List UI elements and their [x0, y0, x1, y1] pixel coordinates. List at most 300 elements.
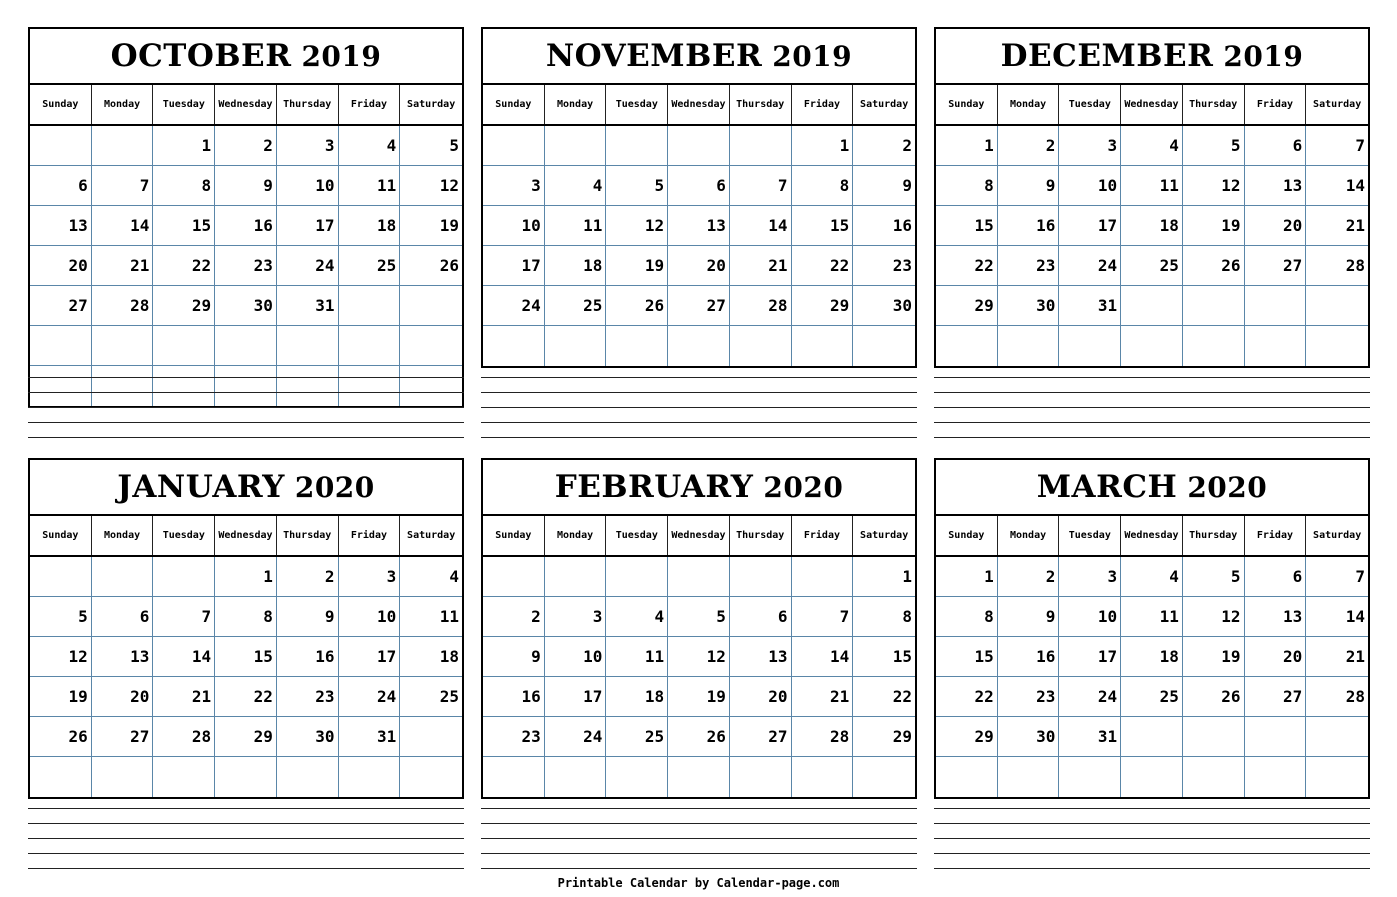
day-cell: 6	[92, 597, 154, 637]
weekday-label: Saturday	[1313, 530, 1362, 541]
weekday-label: Tuesday	[606, 516, 668, 555]
day-cell	[998, 757, 1060, 797]
day-cell: 2	[483, 597, 545, 637]
day-cell: 9	[998, 597, 1060, 637]
weekday-label: Sunday	[30, 516, 92, 555]
note-line	[28, 422, 464, 423]
day-cell	[400, 326, 462, 366]
weekday-header	[30, 516, 462, 557]
day-cell: 31	[1059, 286, 1121, 326]
day-cell: 15	[853, 637, 915, 677]
day-cell: 12	[668, 637, 730, 677]
day-cell	[1306, 757, 1368, 797]
day-cell: 1	[215, 557, 277, 597]
notes-lines	[28, 808, 464, 883]
note-line	[28, 377, 464, 378]
day-cell: 3	[545, 597, 607, 637]
day-cell: 2	[853, 126, 915, 166]
weekday-label: Monday	[92, 516, 154, 555]
weekday-label: Saturday	[860, 530, 909, 541]
weekday-label: Thursday	[730, 85, 792, 124]
day-cell: 12	[30, 637, 92, 677]
notes-lines	[28, 377, 464, 452]
day-cell: 26	[30, 717, 92, 757]
day-cell	[339, 757, 401, 797]
day-cell: 14	[1306, 166, 1368, 206]
weekday-label: Wednesday	[215, 85, 277, 124]
month-year: 2019	[1223, 39, 1304, 73]
weekday-header	[483, 85, 915, 126]
day-cell: 27	[668, 286, 730, 326]
day-cell: 29	[792, 286, 854, 326]
month-calendar-march	[934, 458, 1370, 799]
note-line	[28, 808, 464, 809]
day-cell	[1183, 757, 1245, 797]
note-line	[28, 838, 464, 839]
day-cell: 27	[1245, 246, 1307, 286]
day-cell: 5	[30, 597, 92, 637]
day-cell: 8	[153, 166, 215, 206]
day-cell: 31	[339, 717, 401, 757]
note-line	[481, 853, 917, 854]
day-cell: 28	[92, 286, 154, 326]
month-year: 2020	[763, 470, 844, 504]
day-cell	[1183, 717, 1245, 757]
day-cell: 16	[853, 206, 915, 246]
day-cell: 17	[1059, 637, 1121, 677]
day-cell: 15	[936, 206, 998, 246]
day-cell	[483, 757, 545, 797]
day-cell: 27	[92, 717, 154, 757]
weekday-label: Monday	[998, 85, 1060, 124]
day-cell: 10	[1059, 166, 1121, 206]
weekday-label: Tuesday	[1059, 85, 1121, 124]
day-cell: 18	[339, 206, 401, 246]
day-cell: 5	[1183, 557, 1245, 597]
day-cell	[1245, 757, 1307, 797]
day-cell: 29	[936, 717, 998, 757]
day-cell	[606, 126, 668, 166]
note-line	[28, 868, 464, 869]
day-cell: 30	[277, 717, 339, 757]
day-cell: 30	[998, 286, 1060, 326]
day-cell: 20	[730, 677, 792, 717]
day-cell	[92, 557, 154, 597]
day-cell	[277, 326, 339, 366]
weekday-label: Friday	[339, 85, 401, 124]
day-cell	[1121, 717, 1183, 757]
day-cell: 7	[92, 166, 154, 206]
day-cell	[606, 557, 668, 597]
note-line	[934, 853, 1370, 854]
day-cell: 12	[400, 166, 462, 206]
day-cell	[1183, 286, 1245, 326]
day-cell: 25	[400, 677, 462, 717]
day-cell: 2	[998, 126, 1060, 166]
day-cell	[730, 757, 792, 797]
weekday-label: Sunday	[936, 85, 998, 124]
day-cell: 15	[792, 206, 854, 246]
note-line	[28, 437, 464, 438]
month-title	[936, 29, 1368, 85]
day-cell: 10	[277, 166, 339, 206]
day-cell	[92, 126, 154, 166]
day-cell: 28	[1306, 246, 1368, 286]
day-cell	[668, 757, 730, 797]
day-cell: 1	[853, 557, 915, 597]
weekday-label: Saturday	[1313, 99, 1362, 110]
day-cell: 24	[545, 717, 607, 757]
month-year: 2019	[772, 39, 853, 73]
day-cell: 3	[483, 166, 545, 206]
day-cell: 30	[853, 286, 915, 326]
day-cell	[1121, 286, 1183, 326]
day-cell: 16	[998, 637, 1060, 677]
month-year: 2019	[301, 39, 382, 73]
day-cell	[1245, 286, 1307, 326]
day-cell: 27	[30, 286, 92, 326]
day-cell	[215, 757, 277, 797]
day-cell	[153, 326, 215, 366]
day-cell: 14	[730, 206, 792, 246]
weekday-label: Friday	[1245, 85, 1307, 124]
weekday-label: Monday	[545, 516, 607, 555]
footer-credit: Printable Calendar by Calendar-page.com	[557, 876, 840, 890]
day-cell: 18	[545, 246, 607, 286]
day-cell	[153, 557, 215, 597]
day-cell	[30, 326, 92, 366]
day-cell	[936, 326, 998, 366]
day-cell	[30, 757, 92, 797]
day-cell: 29	[853, 717, 915, 757]
note-line	[28, 823, 464, 824]
day-cell: 7	[1306, 557, 1368, 597]
day-cell: 23	[998, 246, 1060, 286]
day-cell: 1	[936, 557, 998, 597]
day-grid	[30, 557, 462, 797]
day-cell: 12	[1183, 166, 1245, 206]
day-cell	[30, 126, 92, 166]
day-cell: 10	[1059, 597, 1121, 637]
day-cell: 8	[792, 166, 854, 206]
note-line	[934, 437, 1370, 438]
day-cell: 14	[153, 637, 215, 677]
day-cell	[545, 126, 607, 166]
month-name: JANUARY	[117, 469, 285, 505]
day-cell: 10	[339, 597, 401, 637]
day-cell: 19	[30, 677, 92, 717]
weekday-label: Wednesday	[668, 85, 730, 124]
weekday-label: Sunday	[483, 85, 545, 124]
note-line	[934, 838, 1370, 839]
day-cell: 5	[400, 126, 462, 166]
day-cell: 22	[936, 677, 998, 717]
day-cell: 19	[668, 677, 730, 717]
day-cell: 6	[1245, 557, 1307, 597]
day-cell: 22	[153, 246, 215, 286]
day-cell: 19	[1183, 206, 1245, 246]
day-cell	[1245, 326, 1307, 366]
weekday-label: Friday	[792, 516, 854, 555]
month-year: 2020	[294, 470, 375, 504]
day-cell	[730, 126, 792, 166]
weekday-label: Tuesday	[1059, 516, 1121, 555]
day-cell: 18	[1121, 637, 1183, 677]
month-name: OCTOBER	[110, 38, 292, 74]
day-cell	[215, 326, 277, 366]
day-cell: 23	[853, 246, 915, 286]
day-cell	[668, 326, 730, 366]
day-cell: 21	[792, 677, 854, 717]
day-cell: 22	[936, 246, 998, 286]
day-cell: 21	[153, 677, 215, 717]
day-cell: 17	[545, 677, 607, 717]
month-title	[30, 29, 462, 85]
day-cell	[730, 557, 792, 597]
weekday-label: Monday	[92, 85, 154, 124]
weekday-label: Saturday	[407, 99, 456, 110]
note-line	[481, 377, 917, 378]
day-cell	[92, 326, 154, 366]
day-cell: 27	[730, 717, 792, 757]
day-cell	[400, 717, 462, 757]
day-cell	[339, 286, 401, 326]
day-cell: 11	[400, 597, 462, 637]
day-cell: 25	[1121, 677, 1183, 717]
day-cell: 17	[277, 206, 339, 246]
weekday-label: Saturday	[860, 99, 909, 110]
day-cell: 19	[400, 206, 462, 246]
day-cell: 13	[1245, 166, 1307, 206]
day-cell	[1183, 326, 1245, 366]
day-cell: 5	[1183, 126, 1245, 166]
notes-lines	[481, 377, 917, 452]
day-cell	[1306, 717, 1368, 757]
weekday-label: Tuesday	[153, 516, 215, 555]
day-cell: 1	[936, 126, 998, 166]
day-cell: 25	[545, 286, 607, 326]
weekday-label: Thursday	[277, 85, 339, 124]
day-grid	[936, 126, 1368, 366]
weekday-label: Wednesday	[668, 516, 730, 555]
note-line	[28, 407, 464, 408]
day-cell: 31	[277, 286, 339, 326]
day-cell: 13	[92, 637, 154, 677]
weekday-label: Tuesday	[153, 85, 215, 124]
day-cell: 19	[606, 246, 668, 286]
day-cell: 12	[1183, 597, 1245, 637]
day-cell: 13	[1245, 597, 1307, 637]
day-cell	[853, 757, 915, 797]
day-cell: 21	[730, 246, 792, 286]
day-cell: 11	[1121, 166, 1183, 206]
month-calendar-february	[481, 458, 917, 799]
day-cell: 19	[1183, 637, 1245, 677]
day-cell: 18	[1121, 206, 1183, 246]
day-cell: 5	[668, 597, 730, 637]
note-line	[481, 868, 917, 869]
day-cell: 16	[277, 637, 339, 677]
day-cell: 6	[1245, 126, 1307, 166]
day-cell: 4	[606, 597, 668, 637]
day-grid	[483, 126, 915, 366]
day-cell: 30	[998, 717, 1060, 757]
day-cell: 25	[606, 717, 668, 757]
note-line	[481, 808, 917, 809]
day-cell	[998, 326, 1060, 366]
day-cell: 4	[339, 126, 401, 166]
day-cell: 3	[339, 557, 401, 597]
day-cell: 26	[400, 246, 462, 286]
weekday-header	[483, 516, 915, 557]
day-cell	[30, 557, 92, 597]
day-cell: 25	[1121, 246, 1183, 286]
weekday-label: Thursday	[1183, 516, 1245, 555]
weekday-label: Sunday	[483, 516, 545, 555]
day-cell: 2	[215, 126, 277, 166]
day-cell: 9	[483, 637, 545, 677]
day-cell	[792, 757, 854, 797]
month-title	[483, 29, 915, 85]
day-cell: 24	[339, 677, 401, 717]
day-cell	[606, 326, 668, 366]
weekday-label: Thursday	[277, 516, 339, 555]
weekday-label: Tuesday	[606, 85, 668, 124]
day-cell: 16	[215, 206, 277, 246]
note-line	[934, 808, 1370, 809]
day-cell: 4	[545, 166, 607, 206]
day-cell: 9	[998, 166, 1060, 206]
note-line	[481, 392, 917, 393]
day-cell: 27	[1245, 677, 1307, 717]
note-line	[934, 823, 1370, 824]
day-cell	[400, 286, 462, 326]
day-cell	[1121, 757, 1183, 797]
day-cell: 7	[730, 166, 792, 206]
day-cell: 24	[483, 286, 545, 326]
day-cell: 3	[1059, 557, 1121, 597]
day-cell: 6	[30, 166, 92, 206]
day-cell: 8	[215, 597, 277, 637]
day-cell: 29	[936, 286, 998, 326]
day-cell	[1059, 326, 1121, 366]
day-cell: 28	[792, 717, 854, 757]
day-cell: 11	[1121, 597, 1183, 637]
note-line	[934, 422, 1370, 423]
month-year: 2020	[1187, 470, 1268, 504]
month-calendar-january	[28, 458, 464, 799]
month-calendar-december	[934, 27, 1370, 368]
day-cell: 7	[792, 597, 854, 637]
day-cell: 21	[1306, 206, 1368, 246]
day-cell: 31	[1059, 717, 1121, 757]
weekday-label: Saturday	[407, 530, 456, 541]
note-line	[481, 422, 917, 423]
month-calendar-october	[28, 27, 464, 408]
day-cell	[668, 126, 730, 166]
day-cell	[545, 557, 607, 597]
day-cell	[1306, 326, 1368, 366]
day-cell	[1121, 326, 1183, 366]
day-cell	[400, 757, 462, 797]
day-cell: 2	[998, 557, 1060, 597]
day-cell: 6	[730, 597, 792, 637]
day-cell: 11	[339, 166, 401, 206]
day-grid	[483, 557, 915, 797]
notes-lines	[934, 377, 1370, 452]
day-cell	[483, 126, 545, 166]
note-line	[481, 838, 917, 839]
day-cell: 3	[1059, 126, 1121, 166]
day-cell: 8	[936, 166, 998, 206]
day-cell: 4	[400, 557, 462, 597]
day-cell: 26	[668, 717, 730, 757]
day-grid	[936, 557, 1368, 797]
day-cell: 5	[606, 166, 668, 206]
day-cell: 24	[1059, 677, 1121, 717]
day-cell: 20	[1245, 206, 1307, 246]
weekday-label: Thursday	[730, 516, 792, 555]
month-title	[30, 460, 462, 516]
day-cell: 15	[936, 637, 998, 677]
weekday-header	[936, 516, 1368, 557]
note-line	[934, 377, 1370, 378]
day-cell: 15	[215, 637, 277, 677]
month-calendar-november	[481, 27, 917, 368]
day-cell: 20	[668, 246, 730, 286]
day-cell: 26	[1183, 677, 1245, 717]
weekday-label: Friday	[792, 85, 854, 124]
day-cell: 10	[545, 637, 607, 677]
weekday-header	[30, 85, 462, 126]
day-cell	[730, 326, 792, 366]
day-cell: 21	[1306, 637, 1368, 677]
day-cell: 17	[483, 246, 545, 286]
day-cell: 15	[153, 206, 215, 246]
month-name: DECEMBER	[1000, 38, 1214, 74]
day-cell	[936, 757, 998, 797]
note-line	[934, 868, 1370, 869]
day-cell: 17	[339, 637, 401, 677]
day-cell: 11	[606, 637, 668, 677]
day-cell: 28	[1306, 677, 1368, 717]
day-cell: 29	[215, 717, 277, 757]
day-cell: 17	[1059, 206, 1121, 246]
day-cell: 20	[30, 246, 92, 286]
weekday-label: Friday	[1245, 516, 1307, 555]
day-cell: 1	[792, 126, 854, 166]
weekday-label: Thursday	[1183, 85, 1245, 124]
day-cell: 4	[1121, 557, 1183, 597]
day-cell	[92, 757, 154, 797]
day-cell	[668, 557, 730, 597]
day-cell: 11	[545, 206, 607, 246]
note-line	[481, 437, 917, 438]
month-name: MARCH	[1036, 469, 1178, 505]
day-cell: 23	[483, 717, 545, 757]
day-cell: 7	[1306, 126, 1368, 166]
day-cell	[792, 326, 854, 366]
day-cell: 2	[277, 557, 339, 597]
day-cell	[483, 557, 545, 597]
day-cell: 13	[30, 206, 92, 246]
day-cell	[1245, 717, 1307, 757]
weekday-label: Wednesday	[1121, 85, 1183, 124]
day-cell: 26	[1183, 246, 1245, 286]
weekday-label: Wednesday	[1121, 516, 1183, 555]
weekday-label: Monday	[545, 85, 607, 124]
day-cell: 23	[998, 677, 1060, 717]
